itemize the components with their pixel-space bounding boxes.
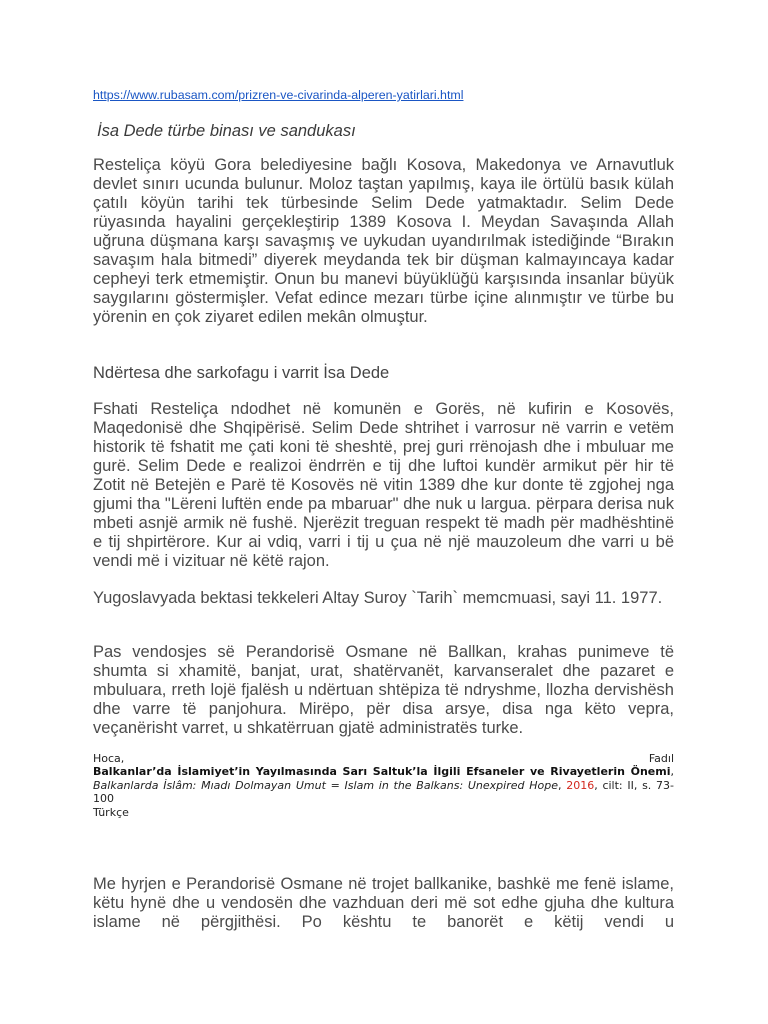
- albanian-heading: Ndërtesa dhe sarkofagu i varrit İsa Dede: [93, 364, 390, 382]
- reference-block: [93, 752, 674, 819]
- reference-year: 2016: [566, 778, 595, 792]
- reference-pages: 73-100: [93, 778, 675, 806]
- reference-pages-label: s.: [642, 778, 652, 792]
- turkish-heading: İsa Dede türbe binası ve sandukası: [97, 122, 356, 140]
- turkish-paragraph: Resteliça köyü Gora belediyesine bağlı Kosova, Makedonya ve Arnavutluk devlet sınırı ucunda bulunur. Moloz taştan yapılmış, kaya ile örtülü basık külah çatılı köyün tarihi tek türbesinde Selim Dede yatmaktadır. Selim Dede rüyasında hayalini gerçekleştirip 1389 Kosova I. Meydan Savaşında Allah uğruna düşmana karşı savaşmış ve uykudan uyandırılmak istediğinde “Bırakın savaşım hala bitmedi” diyerek meydanda tek bir düşman kalmayıncaya kadar cepheyi terk etmemiştir. Onun bu manevi büyüklüğü karşısında insanlar büyük saygılarını göstermişler. Vefat edince mezarı türbe içine alınmıştır ve türbe bu yörenin en çok ziyaret edilen mekân olmuştur.: [93, 156, 674, 326]
- reference-author-line: [93, 752, 674, 765]
- albanian-paragraph: Fshati Resteliça ndodhet në komunën e Gorës, në kufirin e Kosovës, Maqedonisë dhe Shqipërisë. Selim Dede shtrihet i varrosur në varrin e vetëm historik të fshatit me çati koni të sheshtë, prej guri rrënojash dhe i mbuluar me gurë. Selim Dede e realizoi ëndrrën e tij dhe luftoi kundër armikut për hir të Zotit në Betejën e Parë të Kosovës në vitin 1389 dhe kur donte të zgjohej nga gjumi tha "Lëreni luftën ende pa mbaruar" dhe nuk u largua. përpara derisa nuk mbeti asnjë armik në fushë. Njerëzit treguan respekt të madh për madhështinë e tij shpirtërore. Kur ai vdiq, varri i tij u çua në një mauzoleum dhe varri u bë vendi më i vizituar në këtë rajon.: [93, 400, 674, 570]
- reference-volume: cilt: II,: [602, 778, 638, 792]
- reference-language: Türkçe: [93, 805, 129, 819]
- citation-source: Yugoslavyada bektasi tekkeleri Altay Suroy `Tarih` memcmuasi, sayi 11. 1977.: [93, 589, 663, 607]
- closing-paragraph: Me hyrjen e Perandorisë Osmane në trojet ballkanike, bashkë me fenë islame, këtu hynë dhe u vendosën dhe vazhduan deri më sot edhe gjuha dhe kultura islame në përgjithësi. Po kështu te banorët e këtij vendi u: [93, 875, 674, 931]
- reference-title: Balkanlar’da İslamiyet’in Yayılmasında Sarı Saltuk’la İlgili Efsaneler ve Rivayetlerin Önemi: [93, 765, 671, 779]
- ottoman-paragraph: Pas vendosjes së Perandorisë Osmane në Ballkan, krahas punimeve të shumta si xhamitë, banjat, urat, shatërvanët, karvanseralet dhe pazaret e mbuluara, rreth lojë fjalësh u ndërtuan shtëpiza të ndryshme, llozha dervishësh dhe varre të panjohura. Mirëpo, për disa arsye, disa nga këto vepra, veçanërisht varret, u shkatërruan gjatë administratës turke.: [93, 643, 674, 737]
- reference-title-line: Balkanlar’da İslamiyet’in Yayılmasında Sarı Saltuk’la İlgili Efsaneler ve Rivayetlerin Önemi, Balkanlarda İslâm: Mıadı Dolmayan Umut = Islam in the Balkans: Unexpired Hope, 2016, cilt: II, s. 73-100: [93, 765, 675, 806]
- reference-author-given: Fadıl: [648, 752, 674, 765]
- source-link[interactable]: https://www.rubasam.com/prizren-ve-civarinda-alperen-yatirlari.html: [93, 88, 464, 102]
- reference-journal: Balkanlarda İslâm: Mıadı Dolmayan Umut = Islam in the Balkans: Unexpired Hope: [93, 778, 558, 792]
- reference-author-surname: Hoca,: [93, 752, 125, 765]
